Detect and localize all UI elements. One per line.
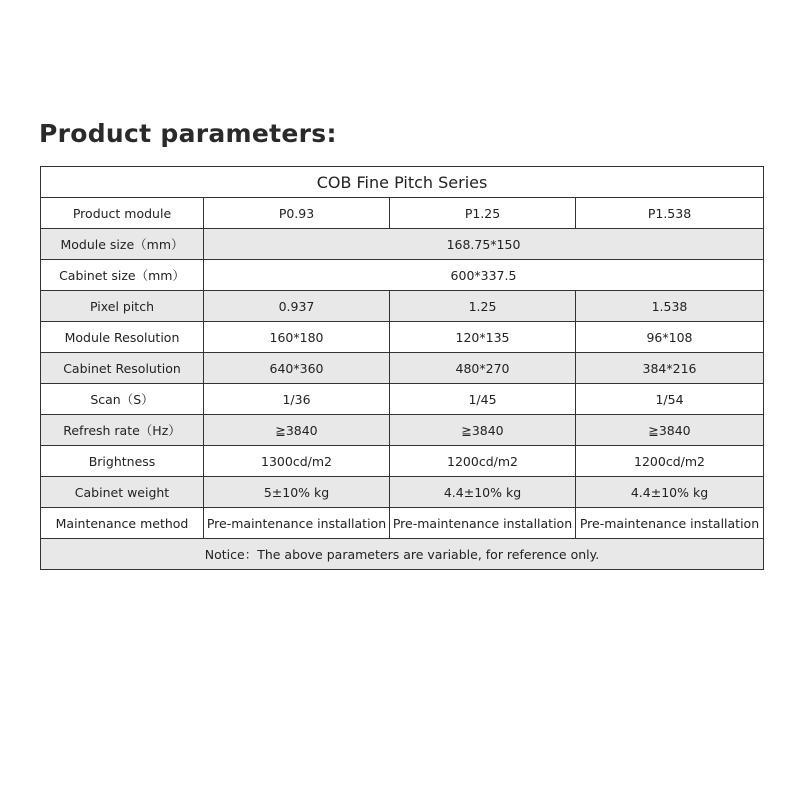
- row-value: ≧3840: [390, 415, 576, 446]
- row-value: 4.4±10% kg: [576, 477, 764, 508]
- row-value: 168.75*150: [204, 229, 764, 260]
- row-label: Pixel pitch: [41, 291, 204, 322]
- row-value: 1200cd/m2: [390, 446, 576, 477]
- table-row: [41, 260, 764, 291]
- table-row: [41, 198, 764, 229]
- table-row: [41, 508, 764, 539]
- row-label: Brightness: [41, 446, 204, 477]
- table-row: [41, 322, 764, 353]
- row-value: 640*360: [204, 353, 390, 384]
- row-value: 4.4±10% kg: [390, 477, 576, 508]
- row-value: 1.538: [576, 291, 764, 322]
- table-row: [41, 446, 764, 477]
- table-row: [41, 415, 764, 446]
- row-value: ≧3840: [576, 415, 764, 446]
- notice: Notice：The above parameters are variable, for reference only.: [41, 539, 764, 570]
- row-value: P0.93: [204, 198, 390, 229]
- row-value: 1300cd/m2: [204, 446, 390, 477]
- row-value: 5±10% kg: [204, 477, 390, 508]
- row-value: 1/45: [390, 384, 576, 415]
- table-row: [41, 353, 764, 384]
- table-row: [41, 291, 764, 322]
- row-value: 96*108: [576, 322, 764, 353]
- row-value: 1200cd/m2: [576, 446, 764, 477]
- row-label: Scan（S）: [41, 384, 204, 415]
- table-row: [41, 477, 764, 508]
- row-value: 0.937: [204, 291, 390, 322]
- table-title: COB Fine Pitch Series: [41, 167, 764, 198]
- row-label: Module Resolution: [41, 322, 204, 353]
- row-value: Pre-maintenance installation: [204, 508, 390, 539]
- row-value: 1/54: [576, 384, 764, 415]
- table-row: [41, 229, 764, 260]
- row-value: 480*270: [390, 353, 576, 384]
- row-label: Cabinet weight: [41, 477, 204, 508]
- table-row: [41, 384, 764, 415]
- row-label: Maintenance method: [41, 508, 204, 539]
- row-value: 1/36: [204, 384, 390, 415]
- row-value: 600*337.5: [204, 260, 764, 291]
- row-value: 160*180: [204, 322, 390, 353]
- parameters-table: [40, 166, 764, 570]
- row-value: 120*135: [390, 322, 576, 353]
- row-value: Pre-maintenance installation: [576, 508, 764, 539]
- row-value: ≧3840: [204, 415, 390, 446]
- row-label: Product module: [41, 198, 204, 229]
- row-value: Pre-maintenance installation: [390, 508, 576, 539]
- row-value: P1.538: [576, 198, 764, 229]
- page-title: Product parameters:: [39, 119, 337, 148]
- row-value: 1.25: [390, 291, 576, 322]
- row-value: 384*216: [576, 353, 764, 384]
- row-label: Refresh rate（Hz）: [41, 415, 204, 446]
- row-value: P1.25: [390, 198, 576, 229]
- row-label: Cabinet Resolution: [41, 353, 204, 384]
- row-label: Cabinet size（mm）: [41, 260, 204, 291]
- row-label: Module size（mm）: [41, 229, 204, 260]
